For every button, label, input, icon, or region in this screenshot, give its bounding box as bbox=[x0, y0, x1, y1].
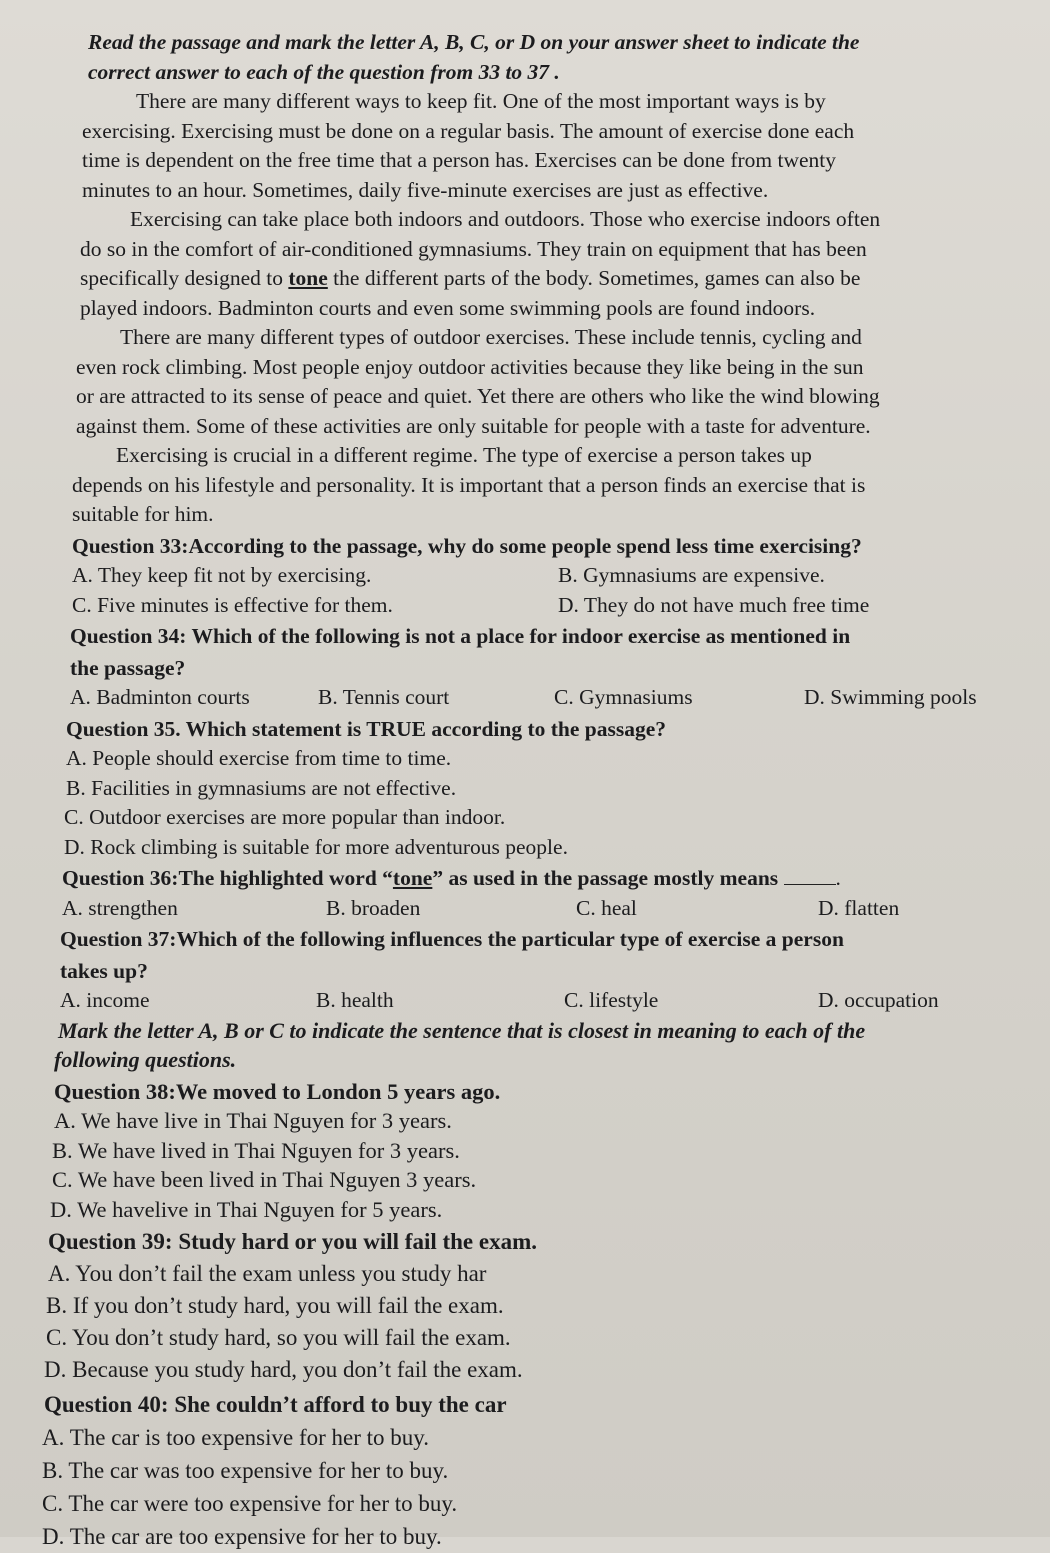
q40-option-b[interactable]: B. The car was too expensive for her to buy. bbox=[42, 1458, 449, 1483]
passage-line: There are many different types of outdoor exercises. These include tennis, cycling and bbox=[120, 325, 862, 349]
q36-option-d[interactable]: D. flatten bbox=[818, 895, 900, 920]
passage-line: do so in the comfort of air-conditioned gymnasiums. They train on equipment that has been bbox=[80, 236, 867, 261]
q38-option-d[interactable]: D. We havelive in Thai Nguyen for 5 years. bbox=[50, 1196, 443, 1222]
q33-options-row-1 bbox=[40, 561, 1020, 591]
q35-option-c[interactable]: C. Outdoor exercises are more popular than indoor. bbox=[64, 805, 506, 829]
passage-line: Exercising is crucial in a different regime. The type of exercise a person takes up bbox=[116, 443, 812, 467]
q36-word: tone bbox=[392, 866, 433, 890]
q36-option-c[interactable]: C. heal bbox=[576, 895, 637, 920]
passage-line: Exercising can take place both indoors and outdoors. Those who exercise indoors often bbox=[130, 207, 881, 231]
q35-option-d[interactable]: D. Rock climbing is suitable for more adventurous people. bbox=[64, 834, 568, 859]
q34-options-row bbox=[40, 683, 1020, 713]
q38-option-b[interactable]: B. We have lived in Thai Nguyen for 3 years. bbox=[52, 1137, 460, 1163]
q38-option-c[interactable]: C. We have been lived in Thai Nguyen 3 years. bbox=[52, 1167, 477, 1192]
question-35: Question 35. Which statement is TRUE according to the passage? bbox=[66, 716, 667, 741]
q33-option-b[interactable]: B. Gymnasiums are expensive. bbox=[558, 563, 825, 587]
q33-option-c[interactable]: C. Five minutes is effective for them. bbox=[72, 592, 393, 617]
passage-line: time is dependent on the free time that a person has. Exercises can be done from twenty bbox=[82, 148, 837, 172]
reading-passage bbox=[40, 87, 1020, 530]
q34-option-b[interactable]: B. Tennis court bbox=[318, 685, 450, 709]
q36-text: Question 36:The highlighted word “ bbox=[62, 866, 393, 890]
q37-option-c[interactable]: C. lifestyle bbox=[564, 988, 659, 1012]
q34-option-d[interactable]: D. Swimming pools bbox=[804, 685, 977, 709]
q39-option-c[interactable]: C. You don’t study hard, so you will fail the exam. bbox=[46, 1325, 511, 1350]
question-38: Question 38:We moved to London 5 years ago. bbox=[54, 1078, 501, 1104]
q33-options-row-2 bbox=[40, 591, 1020, 621]
passage-line: exercising. Exercising must be done on a regular basis. The amount of exercise done each bbox=[82, 118, 855, 143]
q37-option-a[interactable]: A. income bbox=[60, 988, 150, 1012]
q40-option-a[interactable]: A. The car is too expensive for her to buy. bbox=[42, 1425, 430, 1450]
q33-option-d[interactable]: D. They do not have much free time bbox=[558, 592, 870, 617]
q33-option-a[interactable]: A. They keep fit not by exercising. bbox=[72, 563, 372, 587]
instruction2-line-2: following questions. bbox=[54, 1047, 237, 1072]
q36-option-b[interactable]: B. broaden bbox=[326, 895, 421, 920]
answer-blank bbox=[784, 866, 836, 885]
passage-line: even rock climbing. Most people enjoy outdoor activities because they like being in the sun bbox=[76, 354, 864, 379]
q34-option-a[interactable]: A. Badminton courts bbox=[70, 685, 250, 709]
q40-option-d[interactable]: D. The car are too expensive for her to buy. bbox=[42, 1524, 442, 1549]
q36-text-after: ” as used in the passage mostly means bbox=[432, 866, 779, 890]
q35-option-a[interactable]: A. People should exercise from time to time. bbox=[66, 746, 452, 770]
q39-option-b[interactable]: B. If you don’t study hard, you will fail the exam. bbox=[46, 1293, 504, 1318]
passage-text: specifically designed to bbox=[80, 266, 289, 290]
q39-option-a[interactable]: A. You don’t fail the exam unless you study har bbox=[48, 1261, 487, 1286]
q37-option-b[interactable]: B. health bbox=[316, 988, 394, 1012]
q37-options-row bbox=[40, 986, 1020, 1016]
passage-line: played indoors. Badminton courts and even some swimming pools are found indoors. bbox=[80, 295, 816, 320]
q39-option-d[interactable]: D. Because you study hard, you don’t fail the exam. bbox=[44, 1357, 523, 1382]
passage-line: suitable for him. bbox=[72, 502, 214, 526]
passage-line bbox=[40, 264, 1020, 294]
passage-line: or are attracted to its sense of peace and quiet. Yet there are others who like the wind blowing bbox=[76, 384, 880, 408]
instruction2-line-1: Mark the letter A, B or C to indicate the sentence that is closest in meaning to each of the bbox=[58, 1017, 866, 1043]
q34-option-c[interactable]: C. Gymnasiums bbox=[554, 685, 693, 709]
question-39: Question 39: Study hard or you will fail the exam. bbox=[48, 1229, 537, 1254]
question-37-cont: takes up? bbox=[60, 958, 148, 983]
question-34-cont: the passage? bbox=[70, 655, 186, 680]
passage-text: the different parts of the body. Sometimes, games can also be bbox=[327, 266, 861, 290]
q36-option-a[interactable]: A. strengthen bbox=[62, 895, 178, 920]
q37-option-d[interactable]: D. occupation bbox=[818, 988, 939, 1012]
instruction-line-1: Read the passage and mark the letter A, B, C, or D on your answer sheet to indicate the bbox=[88, 30, 860, 54]
instruction-line-2: correct answer to each of the question from 33 to 37 . bbox=[88, 59, 560, 84]
question-33: Question 33:According to the passage, why do some people spend less time exercising? bbox=[72, 533, 862, 558]
passage-line: There are many different ways to keep fit. One of the most important ways is by bbox=[136, 89, 826, 113]
question-40: Question 40: She couldn’t afford to buy the car bbox=[44, 1392, 507, 1417]
q40-option-c[interactable]: C. The car were too expensive for her to buy. bbox=[42, 1491, 458, 1516]
passage-line: minutes to an hour. Sometimes, daily five-minute exercises are just as effective. bbox=[82, 177, 769, 202]
question-36: Question 36:The highlighted word “tone” as used in the passage mostly means . bbox=[62, 866, 841, 890]
q38-option-a[interactable]: A. We have live in Thai Nguyen for 3 years. bbox=[54, 1108, 452, 1133]
q35-option-b[interactable]: B. Facilities in gymnasiums are not effective. bbox=[66, 775, 457, 800]
passage-line: against them. Some of these activities are only suitable for people with a taste for adventure. bbox=[76, 413, 871, 438]
q36-options-row bbox=[40, 894, 1020, 924]
highlighted-word-tone: tone bbox=[288, 266, 328, 290]
question-37: Question 37:Which of the following influences the particular type of exercise a person bbox=[60, 927, 844, 951]
question-34: Question 34: Which of the following is not a place for indoor exercise as mentioned in bbox=[70, 624, 851, 648]
passage-line: depends on his lifestyle and personality. It is important that a person finds an exercise that is bbox=[72, 472, 866, 497]
